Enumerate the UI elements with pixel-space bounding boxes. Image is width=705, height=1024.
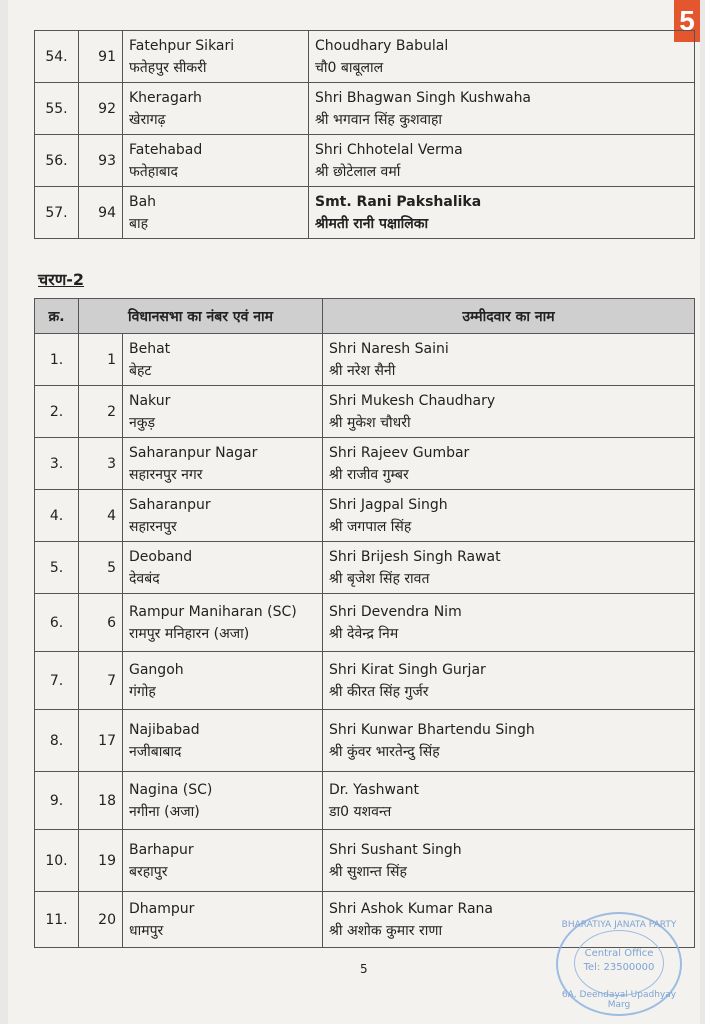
table-top-body [35,31,695,239]
table-row [35,490,695,542]
stamp-bottom-text: 6A, Deendayal Upadhyay Marg [561,990,677,1010]
table-row [35,594,695,652]
number-cell [79,892,123,948]
number-cell [79,652,123,710]
table-row [35,83,695,135]
candidate-cell [323,386,695,438]
number-cell [79,490,123,542]
serial-cell [35,438,79,490]
table-phase2-body [35,334,695,948]
constituency-name-en: Gangoh [129,661,184,678]
header-candidate: उम्मीदवार का नाम [323,299,695,334]
constituency-name-en: Fatehpur Sikari [129,37,235,54]
table-row [35,334,695,386]
serial-cell [35,83,79,135]
serial-cell [35,594,79,652]
candidate-name-hi: श्री सुशान्त सिंह [329,863,407,880]
serial-cell [35,386,79,438]
table-row [35,386,695,438]
constituency-name-en: Behat [129,340,171,357]
serial-number: 11. [45,911,68,928]
constituency-number: 17 [98,732,116,749]
number-cell [79,710,123,772]
serial-cell [35,830,79,892]
candidate-name-hi: श्री कुंवर भारतेन्दु सिंह [329,743,440,760]
candidate-cell [309,135,695,187]
candidate-name-en: Shri Naresh Saini [329,340,449,357]
candidate-name-hi: श्री जगपाल सिंह [329,518,412,535]
office-stamp [556,912,682,1016]
serial-number: 56. [45,152,68,169]
stamp-tel: Tel: 23500000 [583,962,655,973]
constituency-cell [123,438,323,490]
serial-number: 1. [49,351,64,368]
candidate-name-hi: श्री बृजेश सिंह रावत [329,570,430,587]
constituency-name-hi: बेहट [129,362,152,379]
candidate-cell [323,594,695,652]
constituency-cell [123,31,309,83]
serial-cell [35,652,79,710]
constituency-name-en: Saharanpur [129,496,211,513]
candidate-table-top [34,30,695,239]
constituency-number: 1 [107,351,116,368]
number-cell [79,135,123,187]
number-cell [79,187,123,239]
constituency-name-hi: फतेहपुर सीकरी [129,59,207,76]
constituency-number: 7 [107,672,116,689]
constituency-cell [123,710,323,772]
candidate-name-hi: डा0 यशवन्त [329,803,392,820]
serial-cell [35,892,79,948]
serial-number: 5. [49,559,64,576]
stamp-office: Central Office [584,948,654,959]
number-cell [79,830,123,892]
constituency-cell [123,135,309,187]
candidate-cell [323,438,695,490]
constituency-number: 20 [98,911,116,928]
candidate-cell [309,83,695,135]
number-cell [79,386,123,438]
constituency-name-hi: गंगोह [129,683,156,700]
serial-cell [35,334,79,386]
candidate-name-hi: चौ0 बाबूलाल [315,59,384,76]
serial-cell [35,542,79,594]
number-cell [79,83,123,135]
document-page [8,0,700,1024]
table-row [35,710,695,772]
constituency-cell [123,187,309,239]
candidate-name-en: Shri Devendra Nim [329,603,462,620]
candidate-name-en: Shri Rajeev Gumbar [329,444,470,461]
constituency-name-hi: रामपुर मनिहारन (अजा) [129,625,250,642]
candidate-name-en: Shri Chhotelal Verma [315,141,463,158]
constituency-cell [123,772,323,830]
candidate-name-hi: श्री राजीव गुम्बर [329,466,409,483]
constituency-name-en: Najibabad [129,721,200,738]
constituency-number: 18 [98,792,116,809]
table-row [35,31,695,83]
constituency-name-hi: बरहापुर [129,863,168,880]
constituency-number: 3 [107,455,116,472]
serial-number: 57. [45,204,68,221]
serial-number: 4. [49,507,64,524]
candidate-cell [323,710,695,772]
constituency-cell [123,490,323,542]
constituency-name-en: Nakur [129,392,171,409]
constituency-name-en: Kheragarh [129,89,202,106]
constituency-name-en: Dhampur [129,900,195,917]
serial-cell [35,187,79,239]
constituency-number: 2 [107,403,116,420]
constituency-cell [123,652,323,710]
candidate-name-hi: श्री छोटेलाल वर्मा [315,163,401,180]
table-row [35,135,695,187]
candidate-table-phase2 [34,298,695,948]
candidate-cell [323,772,695,830]
serial-number: 2. [49,403,64,420]
serial-number: 10. [45,852,68,869]
number-cell [79,594,123,652]
constituency-cell [123,334,323,386]
header-assembly: विधानसभा का नंबर एवं नाम [79,299,323,334]
header-serial: क्र. [35,299,79,334]
constituency-cell [123,594,323,652]
constituency-name-hi: सहारनपुर नगर [129,466,203,483]
constituency-cell [123,83,309,135]
candidate-name-en: Smt. Rani Pakshalika [315,193,482,210]
constituency-name-en: Nagina (SC) [129,781,213,798]
candidate-name-hi: श्री नरेश सैनी [329,362,396,379]
constituency-cell [123,830,323,892]
serial-cell [35,710,79,772]
constituency-name-en: Barhapur [129,841,194,858]
number-cell [79,31,123,83]
page-number: 5 [360,962,368,976]
constituency-name-hi: बाह [129,215,149,232]
constituency-name-en: Saharanpur Nagar [129,444,258,461]
candidate-cell [323,652,695,710]
table-row [35,542,695,594]
candidate-cell [309,187,695,239]
candidate-name-en: Shri Kirat Singh Gurjar [329,661,486,678]
constituency-number: 6 [107,614,116,631]
candidate-name-en: Shri Jagpal Singh [329,496,448,513]
constituency-number: 94 [98,204,116,221]
constituency-name-hi: फतेहाबाद [129,163,178,180]
candidate-cell [323,542,695,594]
candidate-name-en: Dr. Yashwant [329,781,419,798]
phase-heading: चरण-2 [38,270,85,289]
candidate-name-hi: श्री देवेन्द्र निम [329,625,399,642]
candidate-name-hi: श्री मुकेश चौधरी [329,414,411,431]
candidate-name-hi: श्री कीरत सिंह गुर्जर [329,683,429,700]
serial-number: 54. [45,48,68,65]
candidate-cell [323,490,695,542]
serial-number: 8. [49,732,64,749]
candidate-name-en: Shri Kunwar Bhartendu Singh [329,721,535,738]
number-cell [79,542,123,594]
candidate-name-en: Choudhary Babulal [315,37,449,54]
constituency-name-en: Deoband [129,548,193,565]
serial-cell [35,772,79,830]
constituency-cell [123,542,323,594]
constituency-number: 4 [107,507,116,524]
constituency-name-hi: नजीबाबाद [129,743,182,760]
constituency-number: 19 [98,852,116,869]
serial-cell [35,135,79,187]
table-row [35,187,695,239]
candidate-cell [323,334,695,386]
constituency-number: 92 [98,100,116,117]
constituency-name-en: Fatehabad [129,141,203,158]
serial-number: 55. [45,100,68,117]
constituency-name-hi: नकुड़ [129,414,156,431]
page-badge: 5 [674,0,700,42]
table-row [35,772,695,830]
constituency-cell [123,386,323,438]
candidate-name-en: Shri Sushant Singh [329,841,462,858]
serial-cell [35,31,79,83]
serial-number: 3. [49,455,64,472]
number-cell [79,334,123,386]
constituency-name-hi: देवबंद [129,570,160,587]
serial-cell [35,490,79,542]
candidate-name-hi: श्रीमती रानी पक्षालिका [315,215,429,232]
table-row [35,438,695,490]
constituency-name-hi: नगीना (अजा) [129,803,200,820]
constituency-name-hi: सहारनपुर [129,518,177,535]
candidate-name-en: Shri Bhagwan Singh Kushwaha [315,89,532,106]
constituency-name-en: Bah [129,193,157,210]
table-row [35,830,695,892]
candidate-cell [323,830,695,892]
candidate-name-en: Shri Ashok Kumar Rana [329,900,493,917]
serial-number: 7. [49,672,64,689]
constituency-cell [123,892,323,948]
table-header-row [35,299,695,334]
serial-number: 6. [49,614,64,631]
candidate-name-en: Shri Mukesh Chaudhary [329,392,496,409]
constituency-number: 91 [98,48,116,65]
constituency-name-hi: खेरागढ़ [129,111,166,128]
constituency-number: 5 [107,559,116,576]
table-row [35,652,695,710]
constituency-number: 93 [98,152,116,169]
constituency-name-hi: धामपुर [129,922,164,939]
number-cell [79,438,123,490]
candidate-cell [309,31,695,83]
number-cell [79,772,123,830]
stamp-top-text: BHARATIYA JANATA PARTY [561,920,677,930]
candidate-name-hi: श्री भगवान सिंह कुशवाहा [315,111,443,128]
candidate-name-en: Shri Brijesh Singh Rawat [329,548,501,565]
serial-number: 9. [49,792,64,809]
constituency-name-en: Rampur Maniharan (SC) [129,603,297,620]
candidate-name-hi: श्री अशोक कुमार राणा [329,922,443,939]
